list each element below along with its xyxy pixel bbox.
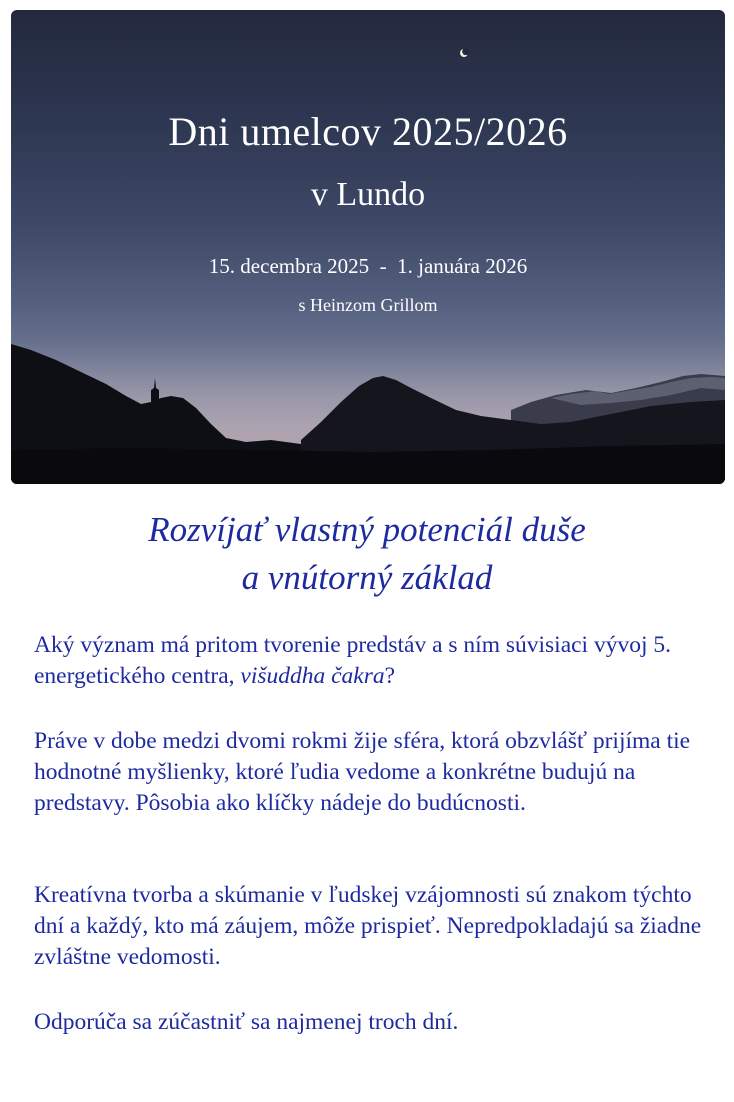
tagline-line-2: a vnútorný základ	[241, 558, 493, 597]
paragraph-1-end: ?	[384, 663, 396, 689]
event-dates: 15. decembra 2025 - 1. januára 2026	[208, 254, 528, 278]
chakra-term: višuddha čakra	[240, 663, 385, 689]
event-host: s Heinzom Grillom	[298, 295, 438, 315]
crescent-moon-icon	[457, 46, 471, 60]
mountain-silhouette	[11, 10, 725, 484]
event-location: v Lundo	[310, 176, 426, 213]
paragraph-3: Kreatívna tvorba a skúmanie v ľudskej vzájomnosti sú znakom týchto dní a každý, kto má záujem, môže prispieť. Nepredpokladajú sa žiadne zvláštne vedomosti.	[34, 882, 702, 970]
hero-image	[11, 10, 725, 484]
paragraph-2: Práve v dobe medzi dvomi rokmi žije sféra, ktorá obzvlášť prijíma tie hodnotné myšlienky, ktoré ľudia vedome a konkrétne budujú na predstavy. Pôsobia ako klíčky nádeje do budúcnosti.	[34, 728, 691, 816]
paragraph-1-text: Aký význam má pritom tvorenie predstáv a s ním súvisiaci vývoj 5. energetického centra,	[34, 632, 671, 689]
paragraph-4: Odporúča sa zúčastniť sa najmenej troch dní.	[34, 1009, 459, 1035]
tagline-line-1: Rozvíjať vlastný potenciál duše	[148, 510, 586, 549]
paragraph-1	[34, 630, 714, 692]
event-title: Dni umelcov 2025/2026	[168, 109, 568, 154]
